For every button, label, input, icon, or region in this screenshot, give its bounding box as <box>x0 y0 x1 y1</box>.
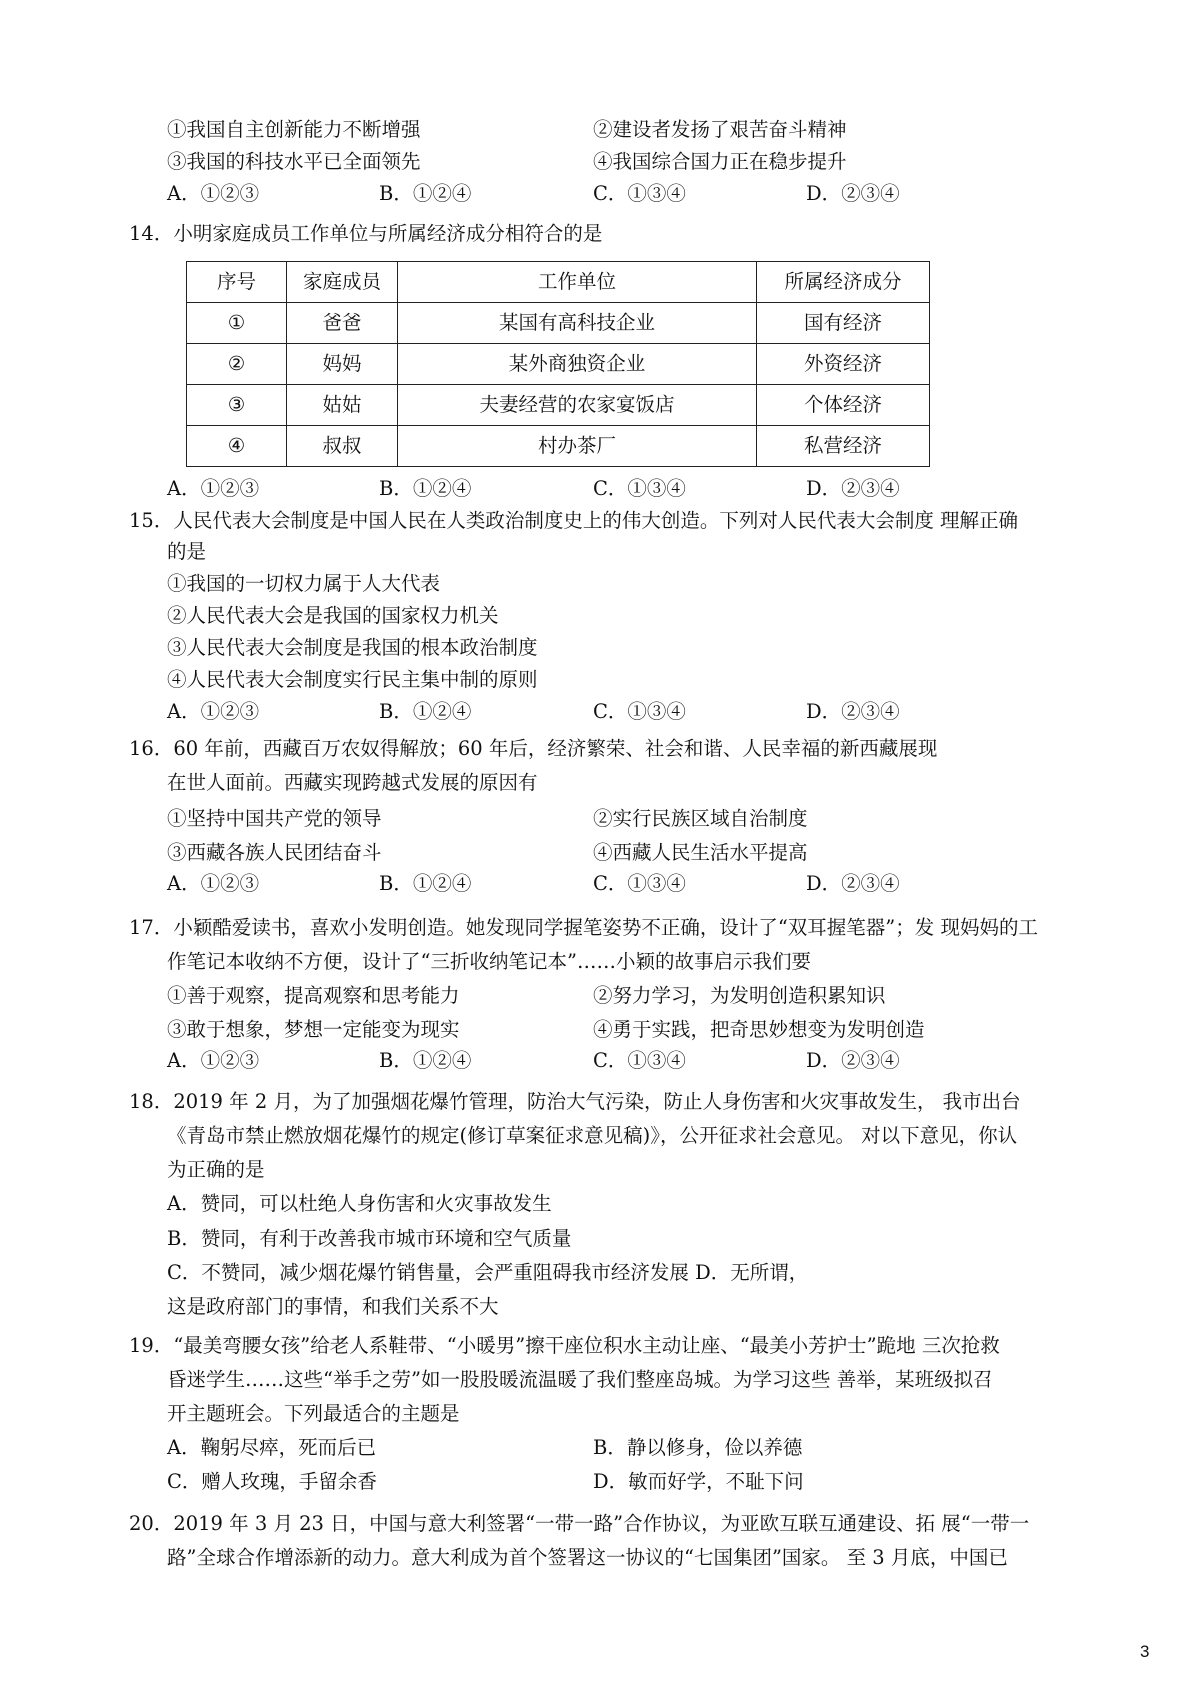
q17-option-d: D．②③④ <box>806 1049 900 1072</box>
table-cell: ① <box>187 303 287 344</box>
table-cell: 私营经济 <box>757 426 930 467</box>
table-cell: 某国有高科技企业 <box>398 303 757 344</box>
q13-option-a: A．①②③ <box>167 182 260 205</box>
table-cell: 国有经济 <box>757 303 930 344</box>
q19-stem-line-1: 19．“最美弯腰女孩”给老人系鞋带、“小暖男”擦干座位积水主动让座、“最美小芳护士”跪地 三次抢救 <box>129 1334 1000 1357</box>
q15-option-d: D．②③④ <box>806 700 900 723</box>
table-cell: 爸爸 <box>287 303 398 344</box>
q13-statement-2: ②建设者发扬了艰苦奋斗精神 <box>593 118 847 141</box>
q13-option-d: D．②③④ <box>806 182 900 205</box>
q16-option-a: A．①②③ <box>167 872 260 895</box>
q17-option-a: A．①②③ <box>167 1049 260 1072</box>
q16-option-c: C．①③④ <box>593 872 686 895</box>
q16-option-d: D．②③④ <box>806 872 900 895</box>
q15-statement-2: ②人民代表大会是我国的国家权力机关 <box>167 604 499 627</box>
table-cell: 叔叔 <box>287 426 398 467</box>
table-header: 工作单位 <box>398 262 757 303</box>
q17-stem-line-1: 17．小颖酷爱读书，喜欢小发明创造。她发现同学握笔姿势不正确，设计了“双耳握笔器”；发 现妈妈的工 <box>129 916 1038 939</box>
q20-stem-line-1: 20．2019 年 3 月 23 日，中国与意大利签署“一带一路”合作协议，为亚欧互联互通建设、拓 展“一带一 <box>129 1512 1030 1535</box>
q19-option-c: C．赠人玫瑰，手留余香 <box>167 1470 377 1493</box>
q13-option-b: B．①②④ <box>379 182 472 205</box>
page-number: 3 <box>1140 1642 1150 1661</box>
q16-statement-3: ③西藏各族人民团结奋斗 <box>167 841 382 864</box>
table-header: 所属经济成分 <box>757 262 930 303</box>
q19-stem-line-3: 开主题班会。下列最适合的主题是 <box>167 1402 460 1425</box>
q14-option-c: C．①③④ <box>593 477 686 500</box>
q16-stem-line-1: 16．60 年前，西藏百万农奴得解放；60 年后，经济繁荣、社会和谐、人民幸福的新西藏展现 <box>129 737 938 760</box>
q13-option-c: C．①③④ <box>593 182 686 205</box>
table-cell: 个体经济 <box>757 385 930 426</box>
q18-option-a: A．赞同，可以杜绝人身伤害和火灾事故发生 <box>167 1192 552 1215</box>
q15-option-b: B．①②④ <box>379 700 472 723</box>
table-header: 序号 <box>187 262 287 303</box>
q16-option-b: B．①②④ <box>379 872 472 895</box>
table-cell: 姑姑 <box>287 385 398 426</box>
q18-option-b: B．赞同，有利于改善我市城市环境和空气质量 <box>167 1227 572 1250</box>
q19-option-a: A．鞠躬尽瘁，死而后已 <box>167 1436 377 1459</box>
table-row <box>187 303 930 344</box>
q18-stem-line-1: 18．2019 年 2 月，为了加强烟花爆竹管理，防治大气污染，防止人身伤害和火灾事故发生， 我市出台 <box>129 1090 1021 1113</box>
q15-stem-line-2: 的是 <box>167 540 207 563</box>
q14-option-d: D．②③④ <box>806 477 900 500</box>
q14-option-b: B．①②④ <box>379 477 472 500</box>
q15-statement-1: ①我国的一切权力属于人大代表 <box>167 572 441 595</box>
q13-statement-3: ③我国的科技水平已全面领先 <box>167 150 421 173</box>
q18-stem-line-2: 《青岛市禁止燃放烟花爆竹的规定(修订草案征求意见稿)》，公开征求社会意见。 对以下意见，你认 <box>167 1124 1018 1147</box>
q15-statement-3: ③人民代表大会制度是我国的根本政治制度 <box>167 636 538 659</box>
table-row <box>187 385 930 426</box>
q19-option-b: B．静以修身，俭以养德 <box>593 1436 803 1459</box>
table-cell: 某外商独资企业 <box>398 344 757 385</box>
table-cell: ④ <box>187 426 287 467</box>
q19-option-d: D．敏而好学，不耻下问 <box>593 1470 804 1493</box>
q18-stem-line-3: 为正确的是 <box>167 1158 265 1181</box>
table-row <box>187 344 930 385</box>
q16-statement-2: ②实行民族区域自治制度 <box>593 807 808 830</box>
table-cell: 外资经济 <box>757 344 930 385</box>
table-cell: 村办茶厂 <box>398 426 757 467</box>
q16-statement-4: ④西藏人民生活水平提高 <box>593 841 808 864</box>
q14-stem: 14．小明家庭成员工作单位与所属经济成分相符合的是 <box>129 222 603 245</box>
q15-statement-4: ④人民代表大会制度实行民主集中制的原则 <box>167 668 538 691</box>
q17-stem-line-2: 作笔记本收纳不方便，设计了“三折收纳笔记本”……小颖的故事启示我们要 <box>167 950 811 973</box>
q17-statement-1: ①善于观察，提高观察和思考能力 <box>167 984 460 1007</box>
q16-stem-line-2: 在世人面前。西藏实现跨越式发展的原因有 <box>167 771 538 794</box>
table-row <box>187 426 930 467</box>
q13-statement-1: ①我国自主创新能力不断增强 <box>167 118 421 141</box>
q15-option-a: A．①②③ <box>167 700 260 723</box>
q20-stem-line-2: 路”全球合作增添新的动力。意大利成为首个签署这一协议的“七国集团”国家。 至 3 月底，中国已 <box>167 1546 1008 1569</box>
q16-statement-1: ①坚持中国共产党的领导 <box>167 807 382 830</box>
table-header-row <box>187 262 930 303</box>
table-header: 家庭成员 <box>287 262 398 303</box>
q18-option-d-cont: 这是政府部门的事情，和我们关系不大 <box>167 1295 499 1318</box>
q17-statement-2: ②努力学习，为发明创造积累知识 <box>593 984 886 1007</box>
family-table <box>186 261 930 467</box>
q19-stem-line-2: 昏迷学生……这些“举手之劳”如一股股暖流温暖了我们整座岛城。为学习这些 善举，某班级拟召 <box>167 1368 993 1391</box>
table-cell: ② <box>187 344 287 385</box>
table-cell: 夫妻经营的农家宴饭店 <box>398 385 757 426</box>
q15-option-c: C．①③④ <box>593 700 686 723</box>
q13-statement-4: ④我国综合国力正在稳步提升 <box>593 150 847 173</box>
q14-option-a: A．①②③ <box>167 477 260 500</box>
table-cell: ③ <box>187 385 287 426</box>
q17-statement-4: ④勇于实践，把奇思妙想变为发明创造 <box>593 1018 925 1041</box>
q17-option-b: B．①②④ <box>379 1049 472 1072</box>
q18-option-c: C．不赞同，减少烟花爆竹销售量，会严重阻碍我市经济发展 D．无所谓， <box>167 1261 809 1284</box>
q15-stem-line-1: 15．人民代表大会制度是中国人民在人类政治制度史上的伟大创造。下列对人民代表大会制度 理解正确 <box>129 509 1019 532</box>
table-cell: 妈妈 <box>287 344 398 385</box>
q17-option-c: C．①③④ <box>593 1049 686 1072</box>
q17-statement-3: ③敢于想象，梦想一定能变为现实 <box>167 1018 460 1041</box>
